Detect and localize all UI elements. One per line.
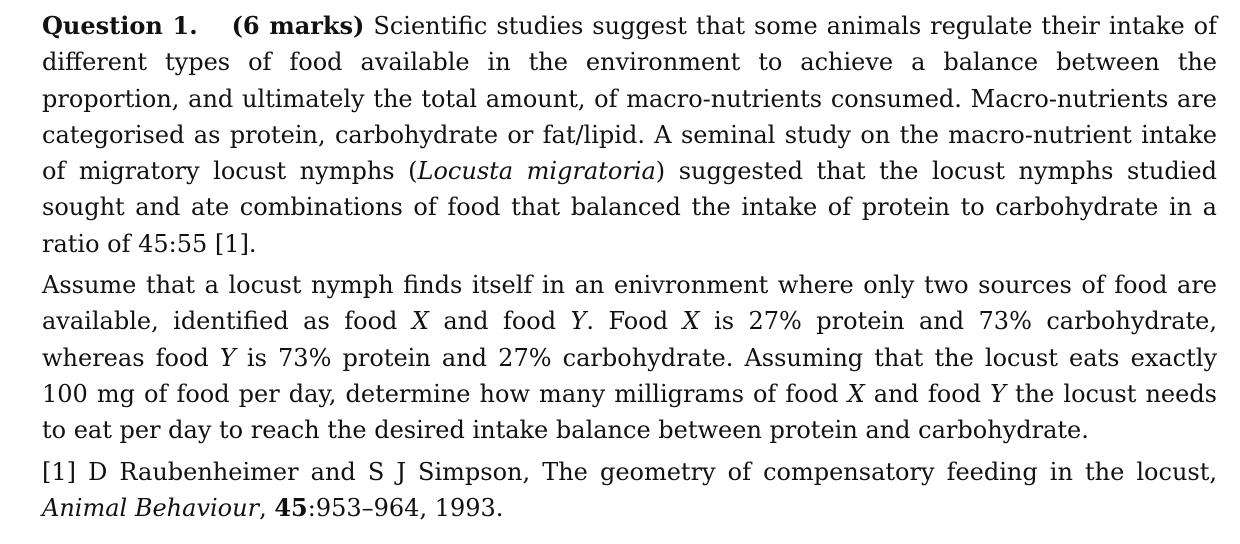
reference-separator: , xyxy=(259,493,275,522)
question-document xyxy=(42,8,1217,526)
food-x-symbol: X xyxy=(411,307,429,336)
food-y-symbol: Y xyxy=(990,379,1006,408)
reference-pages: :953–964, 1993. xyxy=(307,493,504,522)
question-intro-text: Scientific studies suggest that some animals regulate their intake of different types of food available in the environment to achieve a balance between the proportion, and ultimately the total amount, of macro-nutrients consumed. Macro-nutrients are categorised as protein, carbohydrate or fat/lipid. A seminal study on the macro-nutrient intake of migratory locust nymphs ( xyxy=(42,12,1217,186)
task-text: Assume that a locust nymph finds itself in an enivronment where only two sources of food are available, identified as food xyxy=(42,271,1217,336)
marks-label: (6 marks) xyxy=(231,11,365,40)
food-y-symbol: Y xyxy=(570,307,587,336)
task-text: . Food xyxy=(586,307,683,336)
journal-volume: 45 xyxy=(274,492,308,522)
task-text: is 27% protein and 73% carbohydrate, whereas food xyxy=(42,307,1217,372)
journal-name: Animal Behaviour xyxy=(42,493,260,522)
species-name: Locusta migratoria xyxy=(417,157,656,186)
task-text: the locust needs to eat per day to reach the desired intake balance between protein and carbohydrate. xyxy=(42,379,1217,445)
question-paragraph xyxy=(42,8,1217,262)
food-x-symbol: X xyxy=(682,307,700,336)
food-y-symbol: Y xyxy=(219,343,236,372)
question-intro-end-text: ) suggested that the locust nymphs studied sought and ate combinations of food that balanced the intake of protein to carbohydrate in a ratio of 45:55 [1]. xyxy=(42,157,1217,258)
task-text: and food xyxy=(428,307,571,336)
task-paragraph xyxy=(42,267,1217,448)
reference-text: [1] D Raubenheimer and S J Simpson, The geometry of compensatory feeding in the locust, xyxy=(42,457,1217,486)
task-text: is 73% protein and 27% carbohydrate. Assuming that the locust eats exactly 100 mg of food per day, determine how many milligrams of food xyxy=(42,343,1217,408)
food-x-symbol: X xyxy=(847,379,865,408)
question-label: Question 1. xyxy=(42,11,198,40)
task-text: and food xyxy=(864,379,991,408)
reference-paragraph xyxy=(42,454,1217,527)
